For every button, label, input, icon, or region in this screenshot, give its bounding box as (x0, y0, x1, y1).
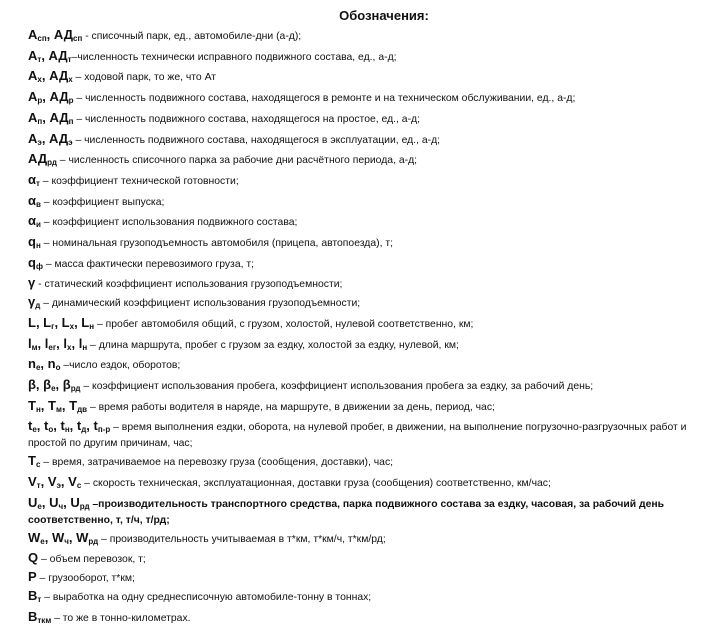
notation-line (28, 315, 710, 336)
notation-symbol: $А_э$, $АД_э$ (28, 130, 73, 147)
notation-description: – динамический коэффициент использования грузоподъемности; (40, 298, 361, 310)
notation-symbol: $В_т$ (28, 587, 42, 604)
notation-symbol: $А_р$, $АД_р$ (28, 89, 74, 106)
notation-line (28, 496, 710, 528)
notation-description: – коэффициент использования пробега, коэффициент использования пробега за ездку, за рабочий день; (80, 380, 594, 392)
notation-line (28, 68, 710, 89)
notation-line (28, 294, 710, 315)
notation-description: – численность списочного парка за рабочие дни расчётного периода, а-д; (56, 155, 418, 167)
notation-symbol: $А_п$, $АД_п$ (28, 109, 74, 126)
notation-symbol: $А_{сп}$, $АД_{сп}$ (28, 27, 83, 43)
notation-description: – коэффициент использования подвижного состава; (40, 217, 298, 229)
notation-line (28, 48, 710, 69)
notation-description: - списочный парк, ед., автомобиле-дни (а-д); (82, 31, 302, 42)
notation-description: – то же в тонно-километрах. (51, 612, 191, 624)
notation-description: – масса фактически перевозимого груза, т; (42, 258, 255, 270)
notation-symbol: $АД_{рд}$ (28, 151, 57, 168)
notation-line (28, 172, 710, 193)
notation-description: – время выполнения ездки, оборота, на нулевой пробег, в движении, на выполнение погрузочно-разгрузочных работ и простой по другим причинам, час; (28, 422, 687, 450)
notation-description: – пробег автомобиля общий, с грузом, холостой, нулевой соответственно, км; (94, 318, 474, 330)
notation-line (28, 356, 710, 377)
notation-line (28, 453, 710, 474)
notation-description: – численность подвижного состава, находящегося в ремонте и на техническом обслуживании, ед., а-д; (73, 93, 576, 105)
notation-line (28, 27, 710, 48)
notation-line (28, 110, 710, 131)
notation-description: – коэффициент технической готовности; (39, 175, 239, 187)
notation-description: – объем перевозок, т; (38, 554, 146, 566)
notation-symbol: γ (28, 275, 36, 291)
notation-symbol: $А_т$, $АД_т$ (28, 47, 72, 64)
notation-line (28, 255, 710, 276)
notation-list (28, 27, 710, 629)
notation-line (28, 588, 710, 609)
notation-symbol: $\alpha_т$ (28, 171, 40, 188)
notation-symbol: $n_е$, $n_о$ (28, 356, 61, 373)
notation-line (28, 474, 710, 495)
notation-symbol: $Т_с$ (28, 453, 41, 470)
notation-description: –численность технически исправного подвижного состава, ед., а-д; (71, 51, 397, 63)
notation-line (28, 131, 710, 152)
notation-line (28, 151, 710, 172)
notation-line (28, 213, 710, 234)
notation-symbol: $W_е$, $W_ч$, $W_{рд}$ (28, 529, 99, 546)
notation-description: – время работы водителя в наряде, на маршруте, в движении за день, период, час; (87, 401, 495, 413)
notation-line (28, 419, 710, 451)
notation-line (28, 336, 710, 357)
notation-description: – время, затрачиваемое на перевозку груза (сообщения, доставки), час; (40, 457, 394, 469)
notation-line (28, 569, 710, 588)
notation-symbol: $\alpha_и$ (28, 213, 41, 230)
document-title: Обозначения: (339, 8, 429, 23)
notation-symbol: $t_е$, $t_о$, $t_н$, $t_д$, $t_{п-р}$ (28, 418, 111, 435)
notation-line (28, 193, 710, 214)
notation-symbol: $q_ф$ (28, 254, 43, 271)
notation-symbol: β, $\beta_е$, $\beta_{рд}$ (28, 376, 81, 393)
notation-description: – численность подвижного состава, находящегося на простое, ед., а-д; (73, 113, 420, 125)
notation-description: – численность подвижного состава, находящегося в эксплуатации, ед., а-д; (72, 134, 441, 146)
notation-line (28, 275, 710, 294)
notation-description: –производительность транспортного средства, парка подвижного состава за ездку, часовая, за рабочий день соответственно, т, т/ч, т/рд; (28, 498, 665, 526)
notation-description: – скорость техническая, эксплуатационная, доставки груза (сообщения) соответственно, км/час; (81, 478, 551, 490)
notation-description: – выработка на одну среднесписочную автомобиле-тонну в тоннах; (41, 591, 372, 603)
notation-symbol: $\alpha_в$ (28, 192, 41, 209)
notation-line (28, 530, 710, 551)
notation-symbol: $Т_н$, $Т_м$, $Т_{дв}$ (28, 397, 88, 414)
notation-description: – номинальная грузоподъемность автомобиля (прицепа, автопоезда), т; (40, 238, 394, 250)
notation-description: – производительность учитываемая в т*км, т*км/ч, т*км/рд; (98, 533, 386, 545)
notation-description: – длина маршрута, пробег с грузом за ездку, холостой за ездку, нулевой, км; (87, 339, 459, 351)
notation-line (28, 89, 710, 110)
notation-description: –число ездок, оборотов; (60, 360, 181, 372)
notation-symbol: Р (28, 569, 37, 585)
notation-description: – ходовой парк, то же, что Ат (72, 72, 217, 84)
notation-symbol: $q_н$ (28, 234, 41, 251)
notation-symbol: $А_х$, $АД_х$ (28, 68, 73, 85)
notation-symbol: $U_е$, $U_ч$, $U_{рд}$ (28, 494, 90, 511)
notation-line (28, 550, 710, 569)
notation-line (28, 609, 710, 629)
notation-line (28, 234, 710, 255)
notation-symbol: L, $L_г$, $L_х$, $L_н$ (28, 314, 95, 331)
notation-line (28, 398, 710, 419)
notation-symbol: $В_{ткм}$ (28, 608, 52, 625)
notation-symbol: $\gamma_д$ (28, 294, 41, 311)
notation-description: – коэффициент выпуска; (40, 196, 165, 208)
notation-symbol: Q (28, 550, 39, 566)
notation-line (28, 377, 710, 398)
notation-description: – грузооборот, т*км; (36, 573, 135, 585)
notation-description: - статический коэффициент использования грузоподъемности; (35, 279, 343, 291)
notation-symbol: $l_м$, $l_{ег}$, $l_х$, $l_н$ (28, 335, 88, 352)
notation-symbol: $V_т$, $V_э$, $V_с$ (28, 474, 82, 491)
